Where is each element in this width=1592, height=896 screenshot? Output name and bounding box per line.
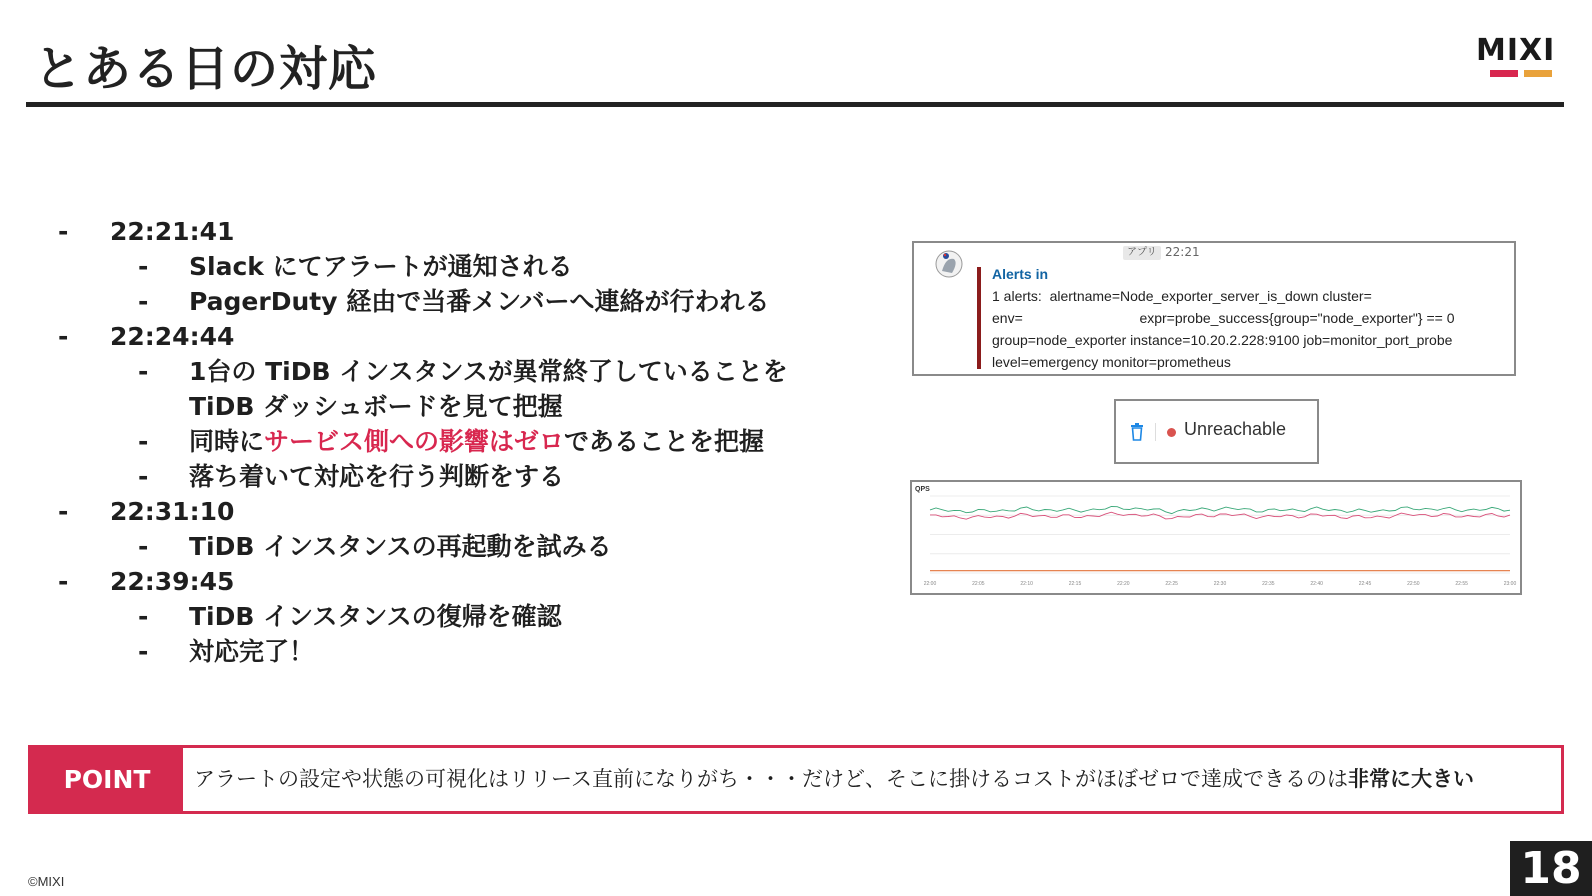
alert-line: level=emergency monitor=prometheus: [992, 354, 1231, 370]
bullet-dash: -: [138, 462, 149, 491]
slack-alert-screenshot: [912, 241, 1516, 376]
mixi-logo: [1476, 33, 1566, 82]
time-entry: [58, 564, 858, 599]
time-label: 22:24:44: [110, 322, 235, 351]
logo-bar-orange: [1524, 70, 1552, 77]
point-label: POINT: [31, 748, 183, 811]
alert-line: env= expr=probe_success{group="node_exporter"} == 0: [992, 310, 1455, 326]
qps-chart-svg: [912, 482, 1520, 593]
bullet-dash: -: [138, 637, 149, 666]
list-item-text: 落ち着いて対応を行う判断をする: [189, 462, 565, 491]
x-tick-label: 22:15: [1068, 581, 1082, 587]
logo-text: MIXI: [1476, 33, 1556, 68]
list-item-text: Slack にてアラートが通知される: [189, 252, 573, 281]
point-callout: [28, 745, 1564, 814]
point-body: アラートの設定や状態の可視化はリリース直前になりがち・・・だけど、そこに掛けるコストがほぼゼロで達成できるのは: [194, 767, 1348, 791]
x-tick-label: 22:00: [923, 581, 937, 587]
bullet-dash: -: [138, 427, 149, 456]
list-item-text: [189, 424, 764, 459]
alert-line: 1 alerts: alertname=Node_exporter_server_is_down cluster=: [992, 288, 1372, 304]
list-item-text: 1台の TiDB インスタンスが異常終了していることを: [189, 357, 788, 386]
title-divider: [26, 102, 1564, 107]
list-item: [58, 284, 858, 319]
bullet-dash: -: [58, 497, 69, 526]
x-tick-label: 22:05: [972, 581, 985, 587]
list-item: [58, 249, 858, 284]
bullet-dash: -: [138, 357, 149, 386]
logo-bars: [1490, 70, 1566, 77]
attachment-color-bar: [977, 267, 981, 369]
bullet-dash: -: [138, 252, 149, 281]
list-item-text: TiDB インスタンスの復帰を確認: [189, 602, 562, 631]
instance-status-card: [1114, 399, 1319, 464]
list-item: [58, 529, 858, 564]
x-tick-label: 23:00: [1503, 581, 1517, 587]
bot-avatar-icon: [934, 249, 964, 279]
logo-bar-red: [1490, 70, 1518, 77]
list-item-text: PagerDuty 経由で当番メンバーへ連絡が行われる: [189, 287, 770, 316]
alert-message: [992, 263, 1512, 373]
list-item-text: TiDB ダッシュボードを見て把握: [189, 392, 563, 421]
x-tick-label: 22:30: [1213, 581, 1227, 587]
series-line: [930, 507, 1510, 514]
bullet-dash: -: [138, 287, 149, 316]
page-title: とある日の対応: [34, 41, 378, 97]
x-tick-label: 22:25: [1165, 581, 1178, 587]
list-item-text: TiDB インスタンスの再起動を試みる: [189, 532, 612, 561]
time-label: 22:31:10: [110, 497, 235, 526]
status-label: Unreachable: [1184, 419, 1287, 439]
trash-icon: [1130, 423, 1144, 441]
separator: [1155, 423, 1156, 441]
list-item: [58, 634, 858, 669]
chart-title: QPS: [915, 486, 930, 493]
x-tick-label: 22:40: [1310, 581, 1323, 587]
list-item: [58, 424, 858, 459]
list-item: [58, 459, 858, 494]
bullet-dash: -: [58, 567, 69, 596]
copyright: ©MIXI: [28, 874, 65, 889]
point-emphasis: 非常に大きい: [1347, 767, 1474, 791]
time-entry: [58, 214, 858, 249]
x-tick-label: 22:20: [1117, 581, 1130, 587]
point-text: [194, 748, 1474, 811]
list-item-continuation: [58, 389, 858, 424]
list-item-text: 対応完了！: [189, 637, 315, 666]
time-entry: [58, 494, 858, 529]
x-tick-label: 22:35: [1262, 581, 1275, 587]
x-tick-label: 22:10: [1020, 581, 1033, 587]
timeline-list: [58, 214, 858, 669]
x-tick-label: 22:50: [1407, 581, 1420, 587]
bullet-dash: -: [138, 602, 149, 631]
status-dot-icon: [1167, 428, 1176, 437]
page-number: 18: [1510, 841, 1592, 896]
list-item: [58, 599, 858, 634]
bullet-dash: -: [58, 217, 69, 246]
qps-chart: [910, 480, 1522, 595]
message-time: 22:21: [1165, 245, 1200, 259]
x-tick-label: 22:45: [1358, 581, 1372, 587]
text-pre: 同時に: [189, 427, 265, 456]
bullet-dash: -: [138, 532, 149, 561]
alert-title: Alerts in: [992, 266, 1049, 282]
list-item: [58, 354, 858, 389]
text-post: であることを把握: [564, 427, 765, 456]
alert-line: group=node_exporter instance=10.20.2.228:9100 job=monitor_port_probe: [992, 332, 1453, 348]
time-entry: [58, 319, 858, 354]
app-badge: アプリ: [1123, 246, 1161, 260]
x-tick-label: 22:55: [1455, 581, 1468, 587]
time-label: 22:39:45: [110, 567, 235, 596]
highlighted-text: サービス側への影響はゼロ: [264, 427, 565, 456]
time-label: 22:21:41: [110, 217, 235, 246]
bullet-dash: -: [58, 322, 69, 351]
